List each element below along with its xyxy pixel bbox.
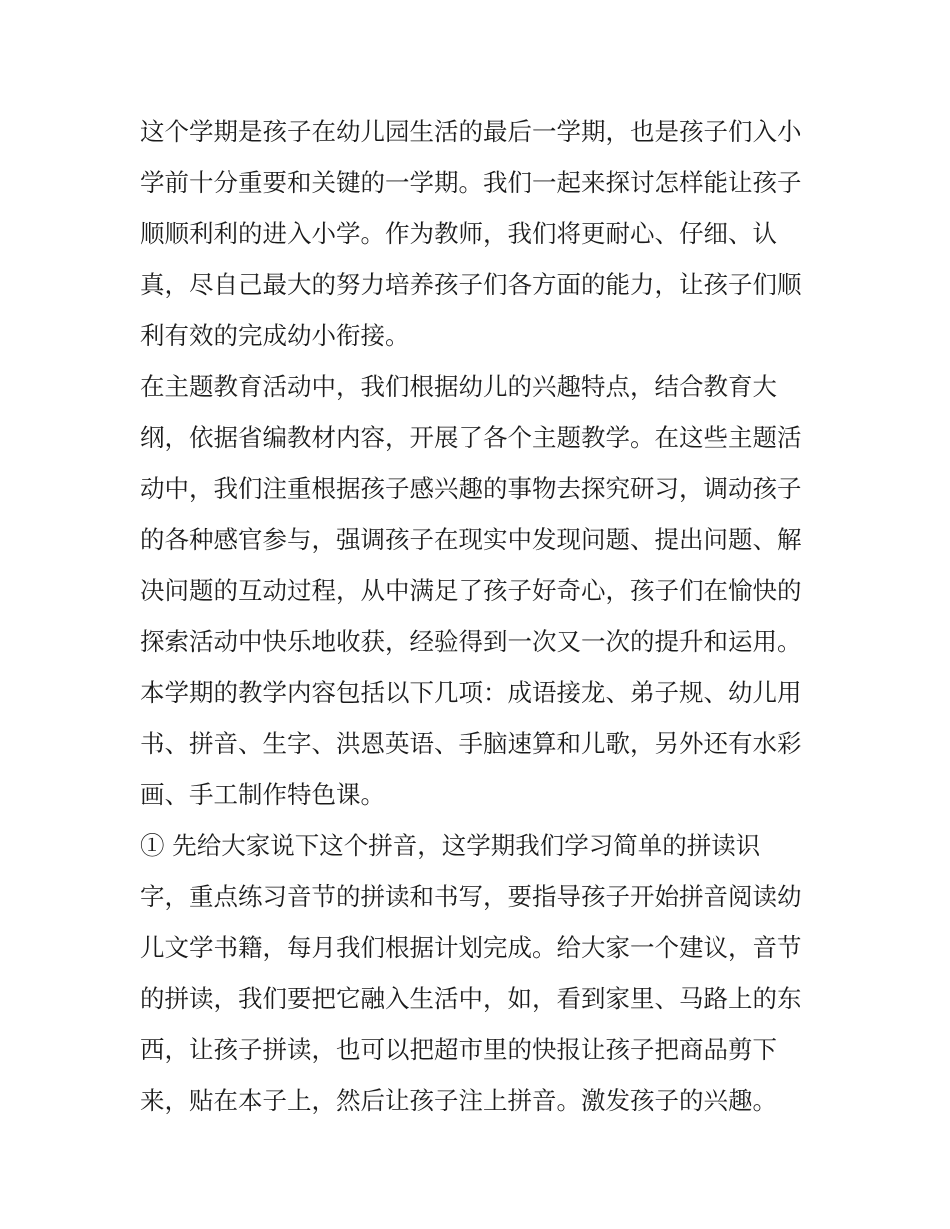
text-line: 顺顺利利的进入小学。作为教师，我们将更耐心、仔细、认 <box>140 219 777 248</box>
text-line: 真，尽自己最大的努力培养孩子们各方面的能力，让孩子们顺 <box>140 270 802 299</box>
text-line: 字，重点练习音节的拼读和书写，要指导孩子开始拼音阅读幼 <box>140 882 802 911</box>
document-body <box>140 106 816 1126</box>
text-line: 来，贴在本子上，然后让孩子注上拼音。激发孩子的兴趣。 <box>140 1086 777 1115</box>
text-line: 利有效的完成幼小衔接。 <box>140 321 410 350</box>
text-line: ① 先给大家说下这个拼音，这学期我们学习简单的拼读识 <box>140 831 761 860</box>
text-line: 西，让孩子拼读，也可以把超市里的快报让孩子把商品剪下 <box>140 1035 777 1064</box>
text-line: 的拼读，我们要把它融入生活中，如，看到家里、马路上的东 <box>140 984 802 1013</box>
text-line: 本学期的教学内容包括以下几项：成语接龙、弟子规、幼儿用 <box>140 678 802 707</box>
text-line: 画、手工制作特色课。 <box>140 780 385 809</box>
text-line: 这个学期是孩子在幼儿园生活的最后一学期，也是孩子们入小 <box>140 117 802 146</box>
text-line: 纲，依据省编教材内容，开展了各个主题教学。在这些主题活 <box>140 423 802 452</box>
text-line: 动中，我们注重根据孩子感兴趣的事物去探究研习，调动孩子 <box>140 474 802 503</box>
text-line: 探索活动中快乐地收获，经验得到一次又一次的提升和运用。 <box>140 627 802 656</box>
text-line: 的各种感官参与，强调孩子在现实中发现问题、提出问题、解 <box>140 525 802 554</box>
text-line: 在主题教育活动中，我们根据幼儿的兴趣特点，结合教育大 <box>140 372 777 401</box>
text-line: 儿文学书籍，每月我们根据计划完成。给大家一个建议，音节 <box>140 933 802 962</box>
text-line: 学前十分重要和关键的一学期。我们一起来探讨怎样能让孩子 <box>140 168 802 197</box>
text-line: 书、拼音、生字、洪恩英语、手脑速算和儿歌，另外还有水彩 <box>140 729 802 758</box>
text-line: 决问题的互动过程，从中满足了孩子好奇心，孩子们在愉快的 <box>140 576 802 605</box>
